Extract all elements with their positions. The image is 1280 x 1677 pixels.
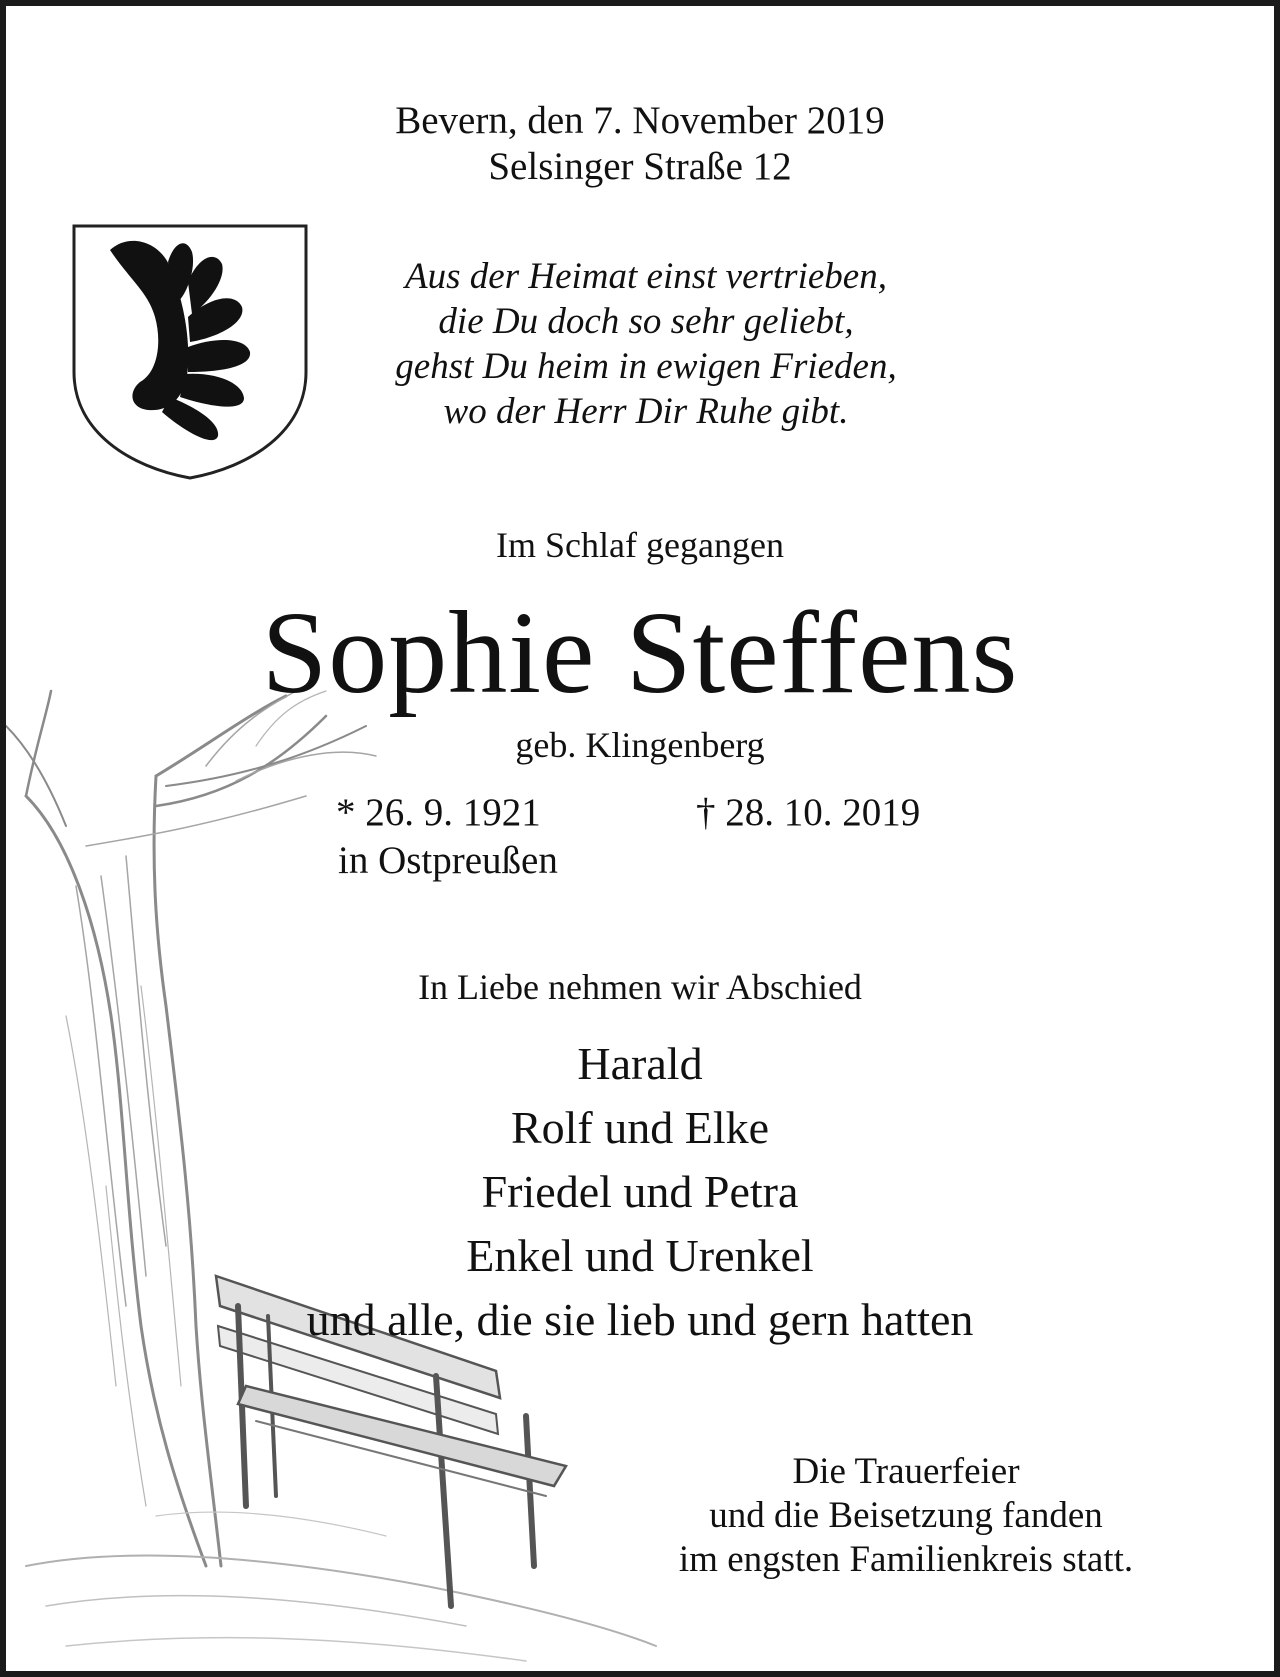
mourner-line: Enkel und Urenkel xyxy=(466,1230,814,1281)
intro-text: Im Schlaf gegangen xyxy=(496,525,784,565)
mourner-line: Rolf und Elke xyxy=(510,1102,770,1153)
funeral-notice-line: Die Trauerfeier xyxy=(792,1451,1020,1492)
poem-line: wo der Herr Dir Ruhe gibt. xyxy=(443,391,849,432)
farewell-text: In Liebe nehmen wir Abschied xyxy=(418,967,862,1007)
antler-crest-icon xyxy=(70,222,310,482)
funeral-notice-line: und die Beisetzung fanden xyxy=(709,1495,1103,1536)
birth-place: in Ostpreußen xyxy=(338,839,558,882)
poem-line: Aus der Heimat einst vertrieben, xyxy=(405,256,887,297)
birth-name: geb. Klingenberg xyxy=(515,725,765,765)
mourner-line: und alle, die sie lieb und gern hatten xyxy=(306,1294,974,1345)
street-address: Selsinger Straße 12 xyxy=(488,145,792,188)
poem-line: gehst Du heim in ewigen Frieden, xyxy=(395,346,897,387)
funeral-notice-line: im engsten Familienkreis statt. xyxy=(678,1539,1134,1580)
deceased-name: Sophie Steffens xyxy=(261,587,1019,718)
death-date: † 28. 10. 2019 xyxy=(696,791,921,834)
poem-line: die Du doch so sehr geliebt, xyxy=(438,301,854,342)
birth-date: * 26. 9. 1921 xyxy=(336,791,541,834)
place-and-date: Bevern, den 7. November 2019 xyxy=(395,99,885,142)
mourner-line: Friedel und Petra xyxy=(481,1166,799,1217)
mourner-line: Harald xyxy=(577,1038,703,1089)
